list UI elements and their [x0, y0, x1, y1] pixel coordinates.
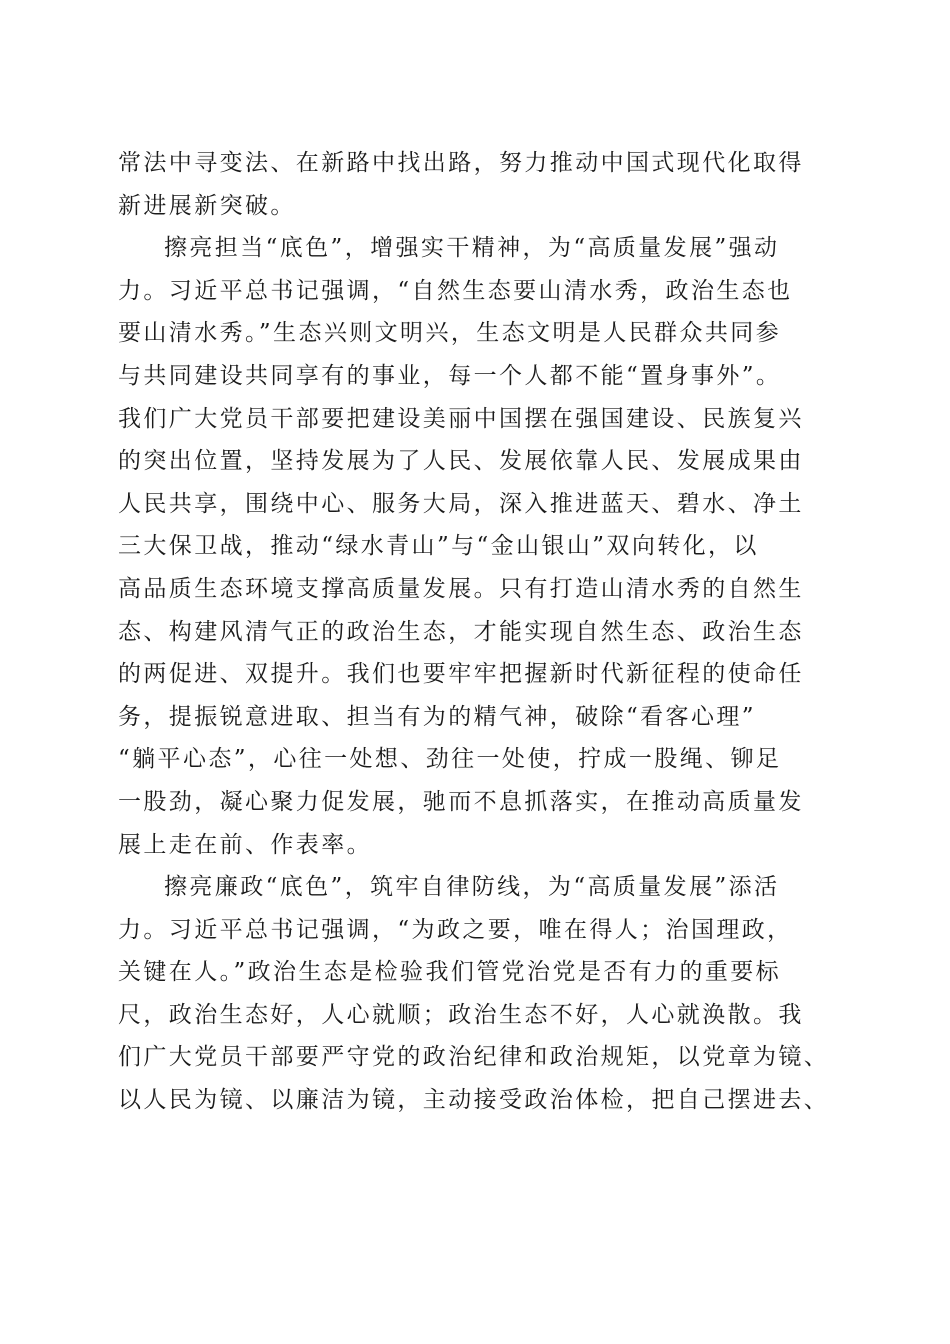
paragraph-start-line: 擦亮廉政“底色”，筑牢自律防线，为“高质量发展”添活 [164, 874, 780, 901]
text-line: 与共同建设共同享有的事业，每一个人都不能“置身事外”。 [118, 362, 782, 389]
text-line: 们广大党员干部要严守党的政治纪律和政治规矩，以党章为镜、 [118, 1044, 830, 1071]
text-line: 尺，政治生态好，人心就顺；政治生态不好，人心就涣散。我 [118, 1001, 804, 1028]
text-line: “躺平心态”，心往一处想、劲往一处使，拧成一股绳、铆足 [118, 746, 782, 773]
text-line: 关键在人。”政治生态是检验我们管党治党是否有力的重要标 [118, 959, 782, 986]
text-line: 一股劲，凝心聚力促发展，驰而不息抓落实，在推动高质量发 [118, 788, 804, 815]
text-line: 要山清水秀。”生态兴则文明兴，生态文明是人民群众共同参 [118, 320, 782, 347]
text-line: 展上走在前、作表率。 [118, 831, 372, 858]
text-line: 以人民为镜、以廉洁为镜，主动接受政治体检，把自己摆进去、 [118, 1087, 830, 1114]
text-line: 力。习近平总书记强调，“自然生态要山清水秀，政治生态也 [118, 277, 793, 304]
body-text [118, 142, 838, 1122]
text-line: 三大保卫战，推动“绿水青山”与“金山银山”双向转化，以 [118, 533, 759, 560]
text-line: 高品质生态环境支撑高质量发展。只有打造山清水秀的自然生 [118, 575, 804, 602]
text-line: 的两促进、双提升。我们也要牢牢把握新时代新征程的使命任 [118, 661, 804, 688]
text-line: 我们广大党员干部要把建设美丽中国摆在强国建设、民族复兴 [118, 405, 804, 432]
text-line: 力。习近平总书记强调，“为政之要，唯在得人；治国理政， [118, 916, 793, 943]
text-line: 务，提振锐意进取、担当有为的精气神，破除“看客心理” [118, 703, 756, 730]
text-line: 常法中寻变法、在新路中找出路，努力推动中国式现代化取得 [118, 150, 804, 176]
text-line: 的突出位置，坚持发展为了人民、发展依靠人民、发展成果由 [118, 448, 804, 475]
text-line: 态、构建风清气正的政治生态，才能实现自然生态、政治生态 [118, 618, 804, 645]
text-line: 新进展新突破。 [118, 192, 296, 219]
paragraph-start-line: 擦亮担当“底色”，增强实干精神，为“高质量发展”强动 [164, 235, 780, 262]
text-line: 人民共享，围绕中心、服务大局，深入推进蓝天、碧水、净土 [118, 490, 804, 517]
